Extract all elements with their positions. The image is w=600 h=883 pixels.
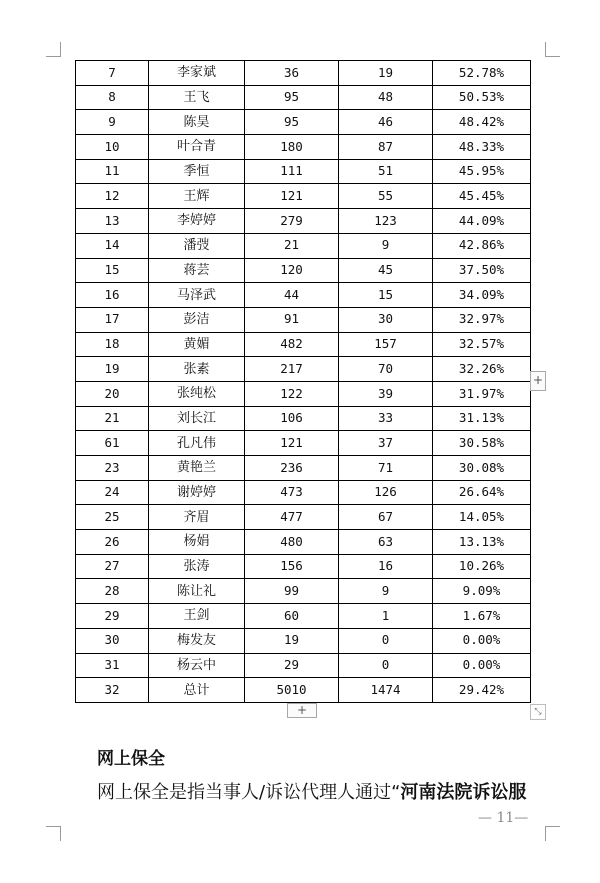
count-cell: 51 — [339, 159, 433, 184]
row-number-cell: 27 — [76, 554, 149, 579]
count-cell: 126 — [339, 480, 433, 505]
table-row — [76, 628, 531, 653]
rate-cell: 30.08% — [433, 456, 531, 481]
table-row — [76, 135, 531, 160]
add-row-button[interactable]: + — [287, 703, 317, 718]
table-row — [76, 357, 531, 382]
count-cell: 15 — [339, 283, 433, 308]
count-cell: 123 — [339, 209, 433, 234]
name-cell: 王剑 — [149, 604, 245, 629]
crop-mark-top-right — [545, 42, 560, 57]
rate-cell: 52.78% — [433, 61, 531, 86]
count-cell: 87 — [339, 135, 433, 160]
crop-mark-top-left — [46, 42, 61, 57]
table-row — [76, 159, 531, 184]
row-number-cell: 13 — [76, 209, 149, 234]
add-column-button[interactable]: + — [530, 371, 546, 391]
paragraph-text: 网上保全是指当事人/诉讼代理人通过“ — [97, 782, 401, 803]
total-cell: 95 — [245, 85, 339, 110]
table-row — [76, 184, 531, 209]
row-number-cell: 24 — [76, 480, 149, 505]
total-cell: 482 — [245, 332, 339, 357]
table-row — [76, 381, 531, 406]
rate-cell: 9.09% — [433, 579, 531, 604]
name-cell: 杨娟 — [149, 530, 245, 555]
total-cell: 121 — [245, 431, 339, 456]
rate-cell: 0.00% — [433, 653, 531, 678]
total-cell: 473 — [245, 480, 339, 505]
total-cell: 480 — [245, 530, 339, 555]
name-cell: 孔凡伟 — [149, 431, 245, 456]
row-number-cell: 17 — [76, 307, 149, 332]
total-cell: 36 — [245, 61, 339, 86]
row-number-cell: 21 — [76, 406, 149, 431]
total-cell: 111 — [245, 159, 339, 184]
table-row — [76, 307, 531, 332]
table-row — [76, 579, 531, 604]
total-cell: 29 — [245, 653, 339, 678]
row-number-cell: 23 — [76, 456, 149, 481]
name-cell: 陈昊 — [149, 110, 245, 135]
total-cell: 279 — [245, 209, 339, 234]
count-cell: 63 — [339, 530, 433, 555]
rate-cell: 10.26% — [433, 554, 531, 579]
name-cell: 梅发友 — [149, 628, 245, 653]
name-cell: 李婷婷 — [149, 209, 245, 234]
name-cell: 张素 — [149, 357, 245, 382]
row-number-cell: 20 — [76, 381, 149, 406]
rate-cell: 32.26% — [433, 357, 531, 382]
table-row — [76, 209, 531, 234]
name-cell: 李家斌 — [149, 61, 245, 86]
table-row — [76, 604, 531, 629]
row-number-cell: 30 — [76, 628, 149, 653]
row-number-cell: 9 — [76, 110, 149, 135]
table-row — [76, 678, 531, 703]
name-cell: 潘弢 — [149, 233, 245, 258]
total-cell: 217 — [245, 357, 339, 382]
count-cell: 45 — [339, 258, 433, 283]
count-cell: 39 — [339, 381, 433, 406]
rate-cell: 31.97% — [433, 381, 531, 406]
row-number-cell: 28 — [76, 579, 149, 604]
table-row — [76, 110, 531, 135]
name-cell: 刘长江 — [149, 406, 245, 431]
row-number-cell: 14 — [76, 233, 149, 258]
rate-cell: 48.33% — [433, 135, 531, 160]
rate-cell: 44.09% — [433, 209, 531, 234]
name-cell: 马泽武 — [149, 283, 245, 308]
row-number-cell: 19 — [76, 357, 149, 382]
name-cell: 蒋芸 — [149, 258, 245, 283]
count-cell: 9 — [339, 233, 433, 258]
row-number-cell: 29 — [76, 604, 149, 629]
row-number-cell: 61 — [76, 431, 149, 456]
table-row — [76, 653, 531, 678]
total-cell: 180 — [245, 135, 339, 160]
table-row — [76, 505, 531, 530]
count-cell: 9 — [339, 579, 433, 604]
total-cell: 60 — [245, 604, 339, 629]
name-cell: 王辉 — [149, 184, 245, 209]
rate-cell: 50.53% — [433, 85, 531, 110]
rate-cell: 42.86% — [433, 233, 531, 258]
row-number-cell: 25 — [76, 505, 149, 530]
rate-cell: 26.64% — [433, 480, 531, 505]
section-heading: 网上保全 — [97, 749, 165, 769]
count-cell: 157 — [339, 332, 433, 357]
rate-cell: 32.97% — [433, 307, 531, 332]
row-number-cell: 11 — [76, 159, 149, 184]
row-number-cell: 26 — [76, 530, 149, 555]
total-cell: 21 — [245, 233, 339, 258]
table-row — [76, 61, 531, 86]
table-row — [76, 258, 531, 283]
total-cell: 236 — [245, 456, 339, 481]
count-cell: 30 — [339, 307, 433, 332]
name-cell: 叶合青 — [149, 135, 245, 160]
table-row — [76, 431, 531, 456]
count-cell: 19 — [339, 61, 433, 86]
count-cell: 37 — [339, 431, 433, 456]
total-cell: 120 — [245, 258, 339, 283]
count-cell: 33 — [339, 406, 433, 431]
row-number-cell: 7 — [76, 61, 149, 86]
count-cell: 1 — [339, 604, 433, 629]
rate-cell: 45.45% — [433, 184, 531, 209]
name-cell: 王飞 — [149, 85, 245, 110]
crop-mark-bottom-right — [545, 826, 560, 841]
name-cell: 黄媚 — [149, 332, 245, 357]
total-cell: 95 — [245, 110, 339, 135]
name-cell: 杨云中 — [149, 653, 245, 678]
table-row — [76, 480, 531, 505]
rate-cell: 32.57% — [433, 332, 531, 357]
row-number-cell: 12 — [76, 184, 149, 209]
count-cell: 70 — [339, 357, 433, 382]
row-number-cell: 10 — [76, 135, 149, 160]
count-cell: 1474 — [339, 678, 433, 703]
count-cell: 55 — [339, 184, 433, 209]
name-cell: 齐眉 — [149, 505, 245, 530]
total-cell: 91 — [245, 307, 339, 332]
paragraph-bold-text: 河南法院诉讼服 — [400, 782, 527, 803]
table-row — [76, 283, 531, 308]
rate-cell: 1.67% — [433, 604, 531, 629]
table-row — [76, 406, 531, 431]
total-cell: 122 — [245, 381, 339, 406]
name-cell: 彭洁 — [149, 307, 245, 332]
count-cell: 0 — [339, 653, 433, 678]
table-row — [76, 332, 531, 357]
total-cell: 156 — [245, 554, 339, 579]
rate-cell: 31.13% — [433, 406, 531, 431]
row-number-cell: 32 — [76, 678, 149, 703]
name-cell: 季恒 — [149, 159, 245, 184]
page-number: — 11— — [478, 810, 529, 826]
count-cell: 0 — [339, 628, 433, 653]
total-cell: 121 — [245, 184, 339, 209]
name-cell: 陈让礼 — [149, 579, 245, 604]
statistics-table — [75, 60, 531, 703]
table-body — [76, 61, 531, 703]
total-cell: 477 — [245, 505, 339, 530]
rate-cell: 48.42% — [433, 110, 531, 135]
total-cell: 44 — [245, 283, 339, 308]
total-cell: 99 — [245, 579, 339, 604]
rate-cell: 30.58% — [433, 431, 531, 456]
row-number-cell: 18 — [76, 332, 149, 357]
section-paragraph — [97, 778, 567, 804]
name-cell: 谢婷婷 — [149, 480, 245, 505]
table-row — [76, 456, 531, 481]
rate-cell: 29.42% — [433, 678, 531, 703]
table-resize-icon[interactable]: ⤡ — [530, 704, 546, 720]
table-row — [76, 233, 531, 258]
rate-cell: 14.05% — [433, 505, 531, 530]
name-cell: 黄艳兰 — [149, 456, 245, 481]
row-number-cell: 31 — [76, 653, 149, 678]
row-number-cell: 16 — [76, 283, 149, 308]
count-cell: 67 — [339, 505, 433, 530]
table-row — [76, 554, 531, 579]
count-cell: 48 — [339, 85, 433, 110]
table-row — [76, 85, 531, 110]
rate-cell: 45.95% — [433, 159, 531, 184]
crop-mark-bottom-left — [46, 826, 61, 841]
rate-cell: 0.00% — [433, 628, 531, 653]
rate-cell: 37.50% — [433, 258, 531, 283]
rate-cell: 13.13% — [433, 530, 531, 555]
table-row — [76, 530, 531, 555]
count-cell: 46 — [339, 110, 433, 135]
total-cell: 19 — [245, 628, 339, 653]
row-number-cell: 15 — [76, 258, 149, 283]
rate-cell: 34.09% — [433, 283, 531, 308]
total-cell: 106 — [245, 406, 339, 431]
count-cell: 16 — [339, 554, 433, 579]
name-cell: 总计 — [149, 678, 245, 703]
row-number-cell: 8 — [76, 85, 149, 110]
name-cell: 张涛 — [149, 554, 245, 579]
total-cell: 5010 — [245, 678, 339, 703]
name-cell: 张纯松 — [149, 381, 245, 406]
count-cell: 71 — [339, 456, 433, 481]
